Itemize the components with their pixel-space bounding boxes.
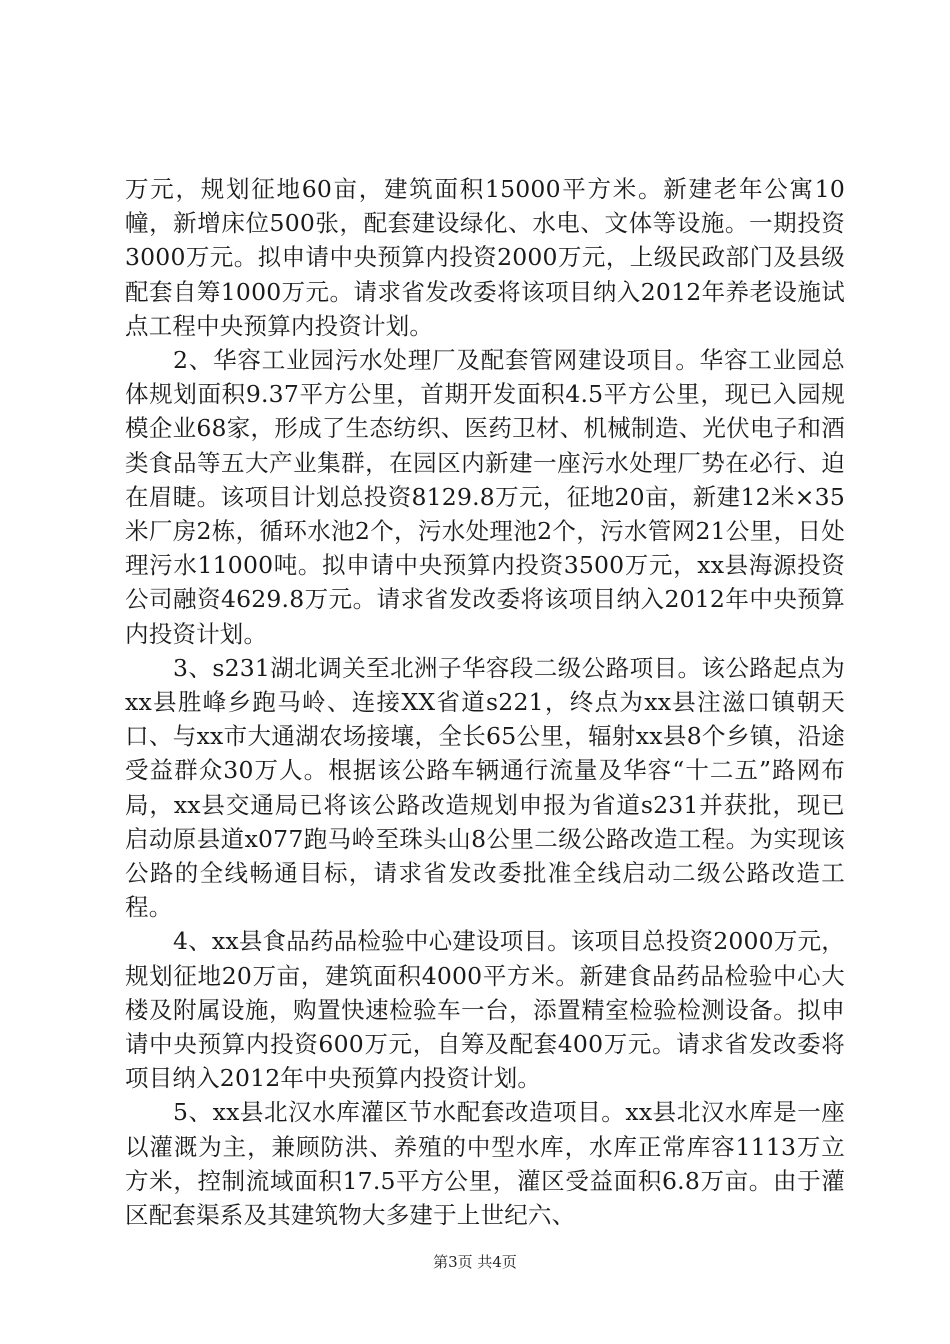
body-text	[125, 172, 845, 1232]
page-number-footer: 第3页 共4页	[433, 1253, 517, 1271]
paragraph-item-4: 4、xx县食品药品检验中心建设项目。该项目总投资2000万元，规划征地20万亩，建筑面积4000平方米。新建食品药品检验中心大楼及附属设施，购置快速检验车一台，添置精室检验检测设备。拟申请中央预算内投资600万元，自筹及配套400万元。请求省发改委将项目纳入2012年中央预算内投资计划。	[125, 927, 845, 1093]
paragraph-continuation: 万元，规划征地60亩，建筑面积15000平方米。新建老年公寓10幢，新增床位500张，配套建设绿化、水电、文体等设施。一期投资3000万元。拟申请中央预算内投资2000万元，上级民政部门及县级配套自筹1000万元。请求省发改委将该项目纳入2012年养老设施试点工程中央预算内投资计划。	[125, 175, 845, 340]
paragraph-item-5: 5、xx县北汉水库灌区节水配套改造项目。xx县北汉水库是一座以灌溉为主，兼顾防洪、养殖的中型水库，水库正常库容1113万立方米，控制流域面积17.5平方公里，灌区受益面积6.8万亩。由于灌区配套渠系及其建筑物大多建于上世纪六、	[125, 1098, 845, 1230]
paragraph-item-2: 2、华容工业园污水处理厂及配套管网建设项目。华容工业园总体规划面积9.37平方公里，首期开发面积4.5平方公里，现已入园规模企业68家，形成了生态纺织、医药卫材、机械制造、光伏电子和酒类食品等五大产业集群，在园区内新建一座污水处理厂势在必行、迫在眉睫。该项目计划总投资8129.8万元，征地20亩，新建12米×35米厂房2栋，循环水池2个，污水处理池2个，污水管网21公里，日处理污水11000吨。拟申请中央预算内投资3500万元，xx县海源投资公司融资4629.8万元。请求省发改委将该项目纳入2012年中央预算内投资计划。	[125, 346, 845, 648]
paragraph-item-3: 3、s231湖北调关至北洲子华容段二级公路项目。该公路起点为xx县胜峰乡跑马岭、连接XX省道s221，终点为xx县注滋口镇朝天口、与xx市大通湖农场接壤，全长65公里，辐射xx县8个乡镇，沿途受益群众30万人。根据该公路车辆通行流量及华容“十二五”路网布局，xx县交通局已将该公路改造规划申报为省道s231并获批，现已启动原县道x077跑马岭至珠头山8公里二级公路改造工程。为实现该公路的全线畅通目标，请求省发改委批准全线启动二级公路改造工程。	[125, 653, 845, 922]
